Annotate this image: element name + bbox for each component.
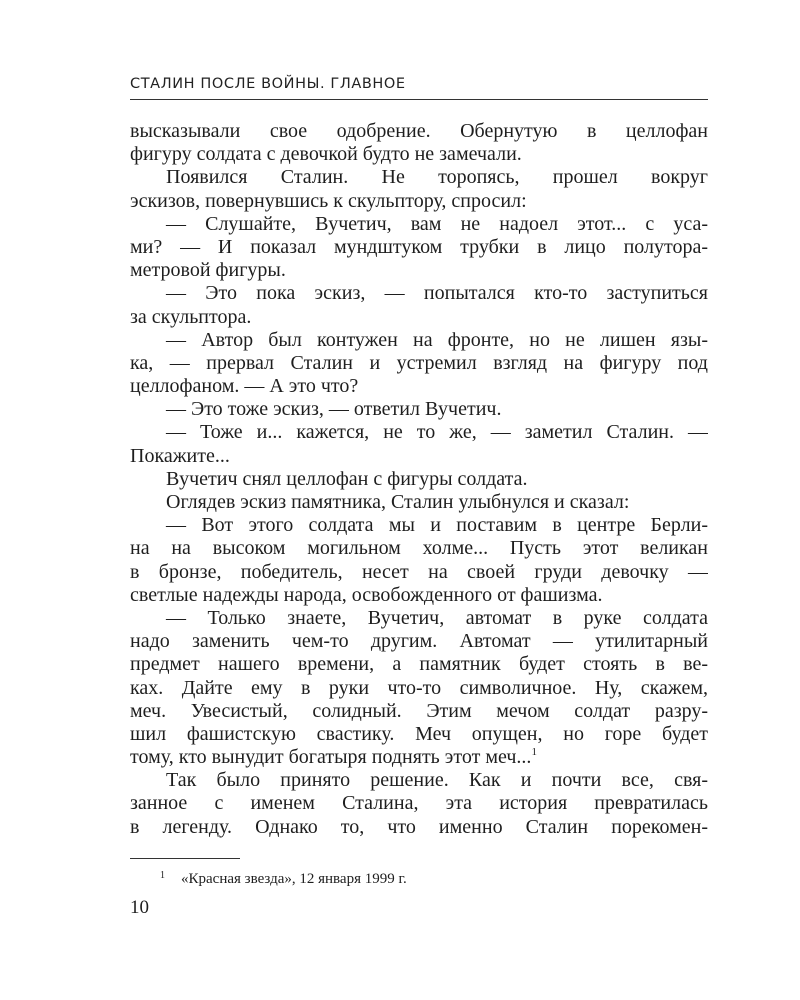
text-line: — Это тоже эскиз, — ответил Вучетич. — [166, 398, 502, 421]
text-line: — Это пока эскиз, — попытался кто-то заступиться — [166, 282, 708, 305]
text-line: метровой фигуры. — [130, 259, 286, 282]
text-line: надо заменить чем-то другим. Автомат — утилитарный — [130, 630, 708, 653]
text-line: фигуру солдата с девочкой будто не замечали. — [130, 143, 522, 166]
header-rule — [130, 99, 708, 100]
text-line: — Только знаете, Вучетич, автомат в руке солдата — [166, 606, 708, 629]
footnote-mark: 1 — [160, 870, 165, 881]
text-line-content: тому, кто вынудит богатыря поднять этот меч... — [130, 746, 532, 769]
text-line: — Автор был контужен на фронте, но не лишен язы- — [166, 328, 708, 351]
text-line: целлофаном. — А это что? — [130, 375, 359, 398]
text-line: в легенду. Однако то, что именно Сталин порекомен- — [130, 815, 708, 838]
text-line: ми? — И показал мундштуком трубки в лицо полутора- — [130, 235, 708, 258]
text-line: ках. Дайте ему в руки что-то символичное. Ну, скажем, — [130, 676, 708, 699]
text-line: шил фашистскую свастику. Меч опущен, но горе будет — [130, 722, 708, 745]
text-line: — Тоже и... кажется, не то же, — заметил Сталин. — — [166, 421, 708, 444]
text-line: Так было принято решение. Как и почти все, свя- — [166, 769, 708, 792]
text-line: Вучетич снял целлофан с фигуры солдата. — [166, 467, 528, 490]
text-line: Появился Сталин. Не торопясь, прошел вокруг — [166, 166, 708, 189]
text-line: эскизов, повернувшись к скульптору, спросил: — [130, 189, 527, 212]
text-line: на на высоком могильном холме... Пусть этот великан — [130, 537, 708, 560]
footnote-text: «Красная звезда», 12 января 1999 г. — [181, 871, 407, 887]
text-line: Покажите... — [130, 444, 230, 467]
text-line — [130, 746, 708, 769]
text-line: предмет нашего времени, а памятник будет стоять в ве- — [130, 653, 708, 676]
text-line: меч. Увесистый, солидный. Этим мечом солдат разру- — [130, 699, 708, 722]
text-line: — Вот этого солдата мы и поставим в центре Берли- — [166, 514, 708, 537]
footnote-rule — [130, 858, 240, 859]
footnote-reference[interactable]: 1 — [531, 746, 537, 759]
text-line: светлые надежды народа, освобожденного от фашизма. — [130, 583, 603, 606]
text-line: высказывали свое одобрение. Обернутую в целлофан — [130, 120, 708, 142]
footnote — [160, 866, 407, 889]
body-text — [130, 120, 708, 839]
text-line: Оглядев эскиз памятника, Сталин улыбнулся и сказал: — [166, 491, 630, 513]
text-line: ка, — прервал Сталин и устремил взгляд на фигуру под — [130, 351, 708, 374]
text-line: — Слушайте, Вучетич, вам не надоел этот... с уса- — [166, 212, 708, 235]
page-number: 10 — [130, 897, 149, 918]
text-line: занное с именем Сталина, эта история превратилась — [130, 792, 708, 815]
text-line: в бронзе, победитель, несет на своей груди девочку — — [130, 560, 708, 583]
text-line: за скульптора. — [130, 305, 252, 328]
running-head: СТАЛИН ПОСЛЕ ВОЙНЫ. ГЛАВНОЕ — [130, 76, 406, 92]
